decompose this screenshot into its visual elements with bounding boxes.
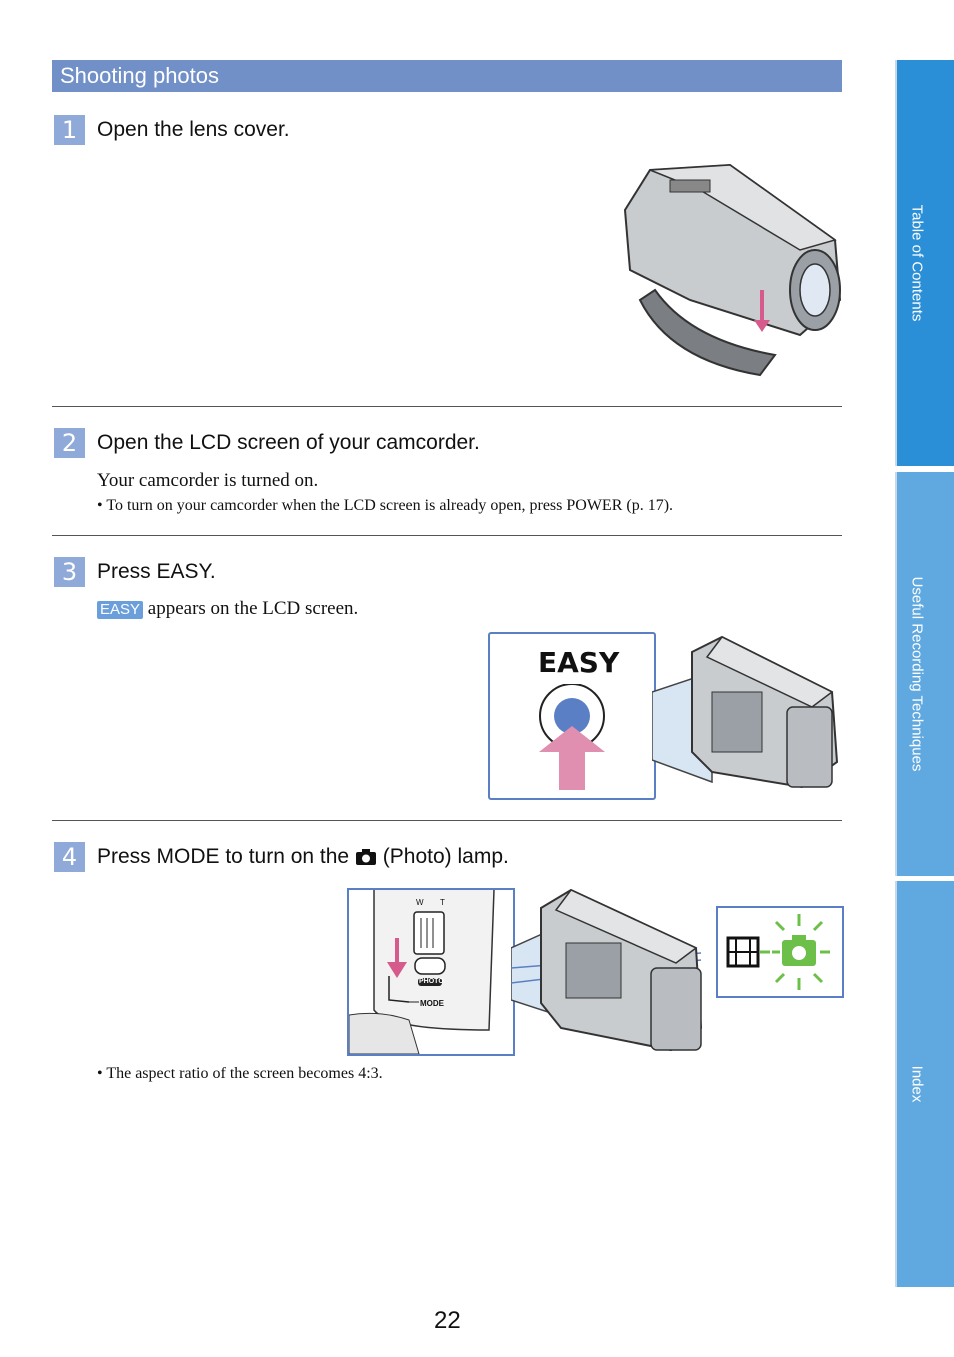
- divider: [52, 820, 842, 821]
- step-4-number: 4: [54, 842, 85, 872]
- step-2-text: Your camcorder is turned on.: [97, 470, 319, 491]
- zoom-w-label: W: [416, 898, 424, 907]
- mode-label: MODE: [420, 999, 444, 1008]
- step-3-text: appears on the LCD screen.: [147, 598, 359, 619]
- section-title: Shooting photos: [60, 63, 220, 88]
- tab-table-of-contents[interactable]: [895, 60, 954, 466]
- divider: [52, 535, 842, 536]
- tab-label: Useful Recording Techniques: [908, 576, 926, 772]
- camcorder-mode-illustration: [511, 888, 716, 1053]
- camcorder-lens-cover-illustration: [610, 160, 845, 385]
- tab-index[interactable]: [895, 881, 954, 1287]
- camcorder-lcd-open-illustration: [652, 632, 842, 797]
- step-1-title: Open the lens cover.: [97, 118, 290, 141]
- step-4-title-after: (Photo) lamp.: [382, 845, 509, 868]
- step-4-bullet-text: The aspect ratio of the screen becomes 4:3.: [106, 1065, 383, 1082]
- photo-lamp-indicator: [716, 906, 844, 998]
- mode-button-detail: [347, 888, 515, 1056]
- photo-button-label: PHOTO: [419, 978, 444, 985]
- step-2-bullet: • To turn on your camcorder when the LCD screen is already open, press POWER (p. 17).: [97, 497, 674, 514]
- step-3-number: 3: [54, 557, 85, 587]
- easy-callout-label: EASY: [538, 646, 620, 679]
- step-1-number: 1: [54, 115, 85, 145]
- lamp-icons: [718, 908, 842, 996]
- easy-badge: EASY: [97, 601, 143, 619]
- easy-button-callout: [488, 632, 656, 800]
- tab-label: Index: [908, 1065, 926, 1103]
- tab-useful-recording-techniques[interactable]: [895, 472, 954, 876]
- divider: [52, 406, 842, 407]
- step-2-bullet-text: To turn on your camcorder when the LCD screen is already open, press POWER (p. 17).: [106, 497, 674, 514]
- tab-label: Table of Contents: [908, 204, 926, 322]
- easy-button-icon: [535, 684, 610, 794]
- step-4-title: [97, 845, 509, 869]
- step-3-title: Press EASY.: [97, 560, 216, 583]
- section-header: [52, 60, 842, 92]
- step-2-number: 2: [54, 428, 85, 458]
- mode-button-panel-illustration: [349, 890, 513, 1054]
- step-4-bullet: • The aspect ratio of the screen becomes 4:3.: [97, 1065, 383, 1082]
- step-4-title-before: Press MODE to turn on the: [97, 845, 350, 868]
- step-3-text-line: [97, 598, 358, 620]
- zoom-t-label: T: [440, 898, 445, 907]
- step-2-title: Open the LCD screen of your camcorder.: [97, 431, 480, 454]
- page-number: 22: [434, 1307, 461, 1334]
- camera-icon: [355, 848, 377, 866]
